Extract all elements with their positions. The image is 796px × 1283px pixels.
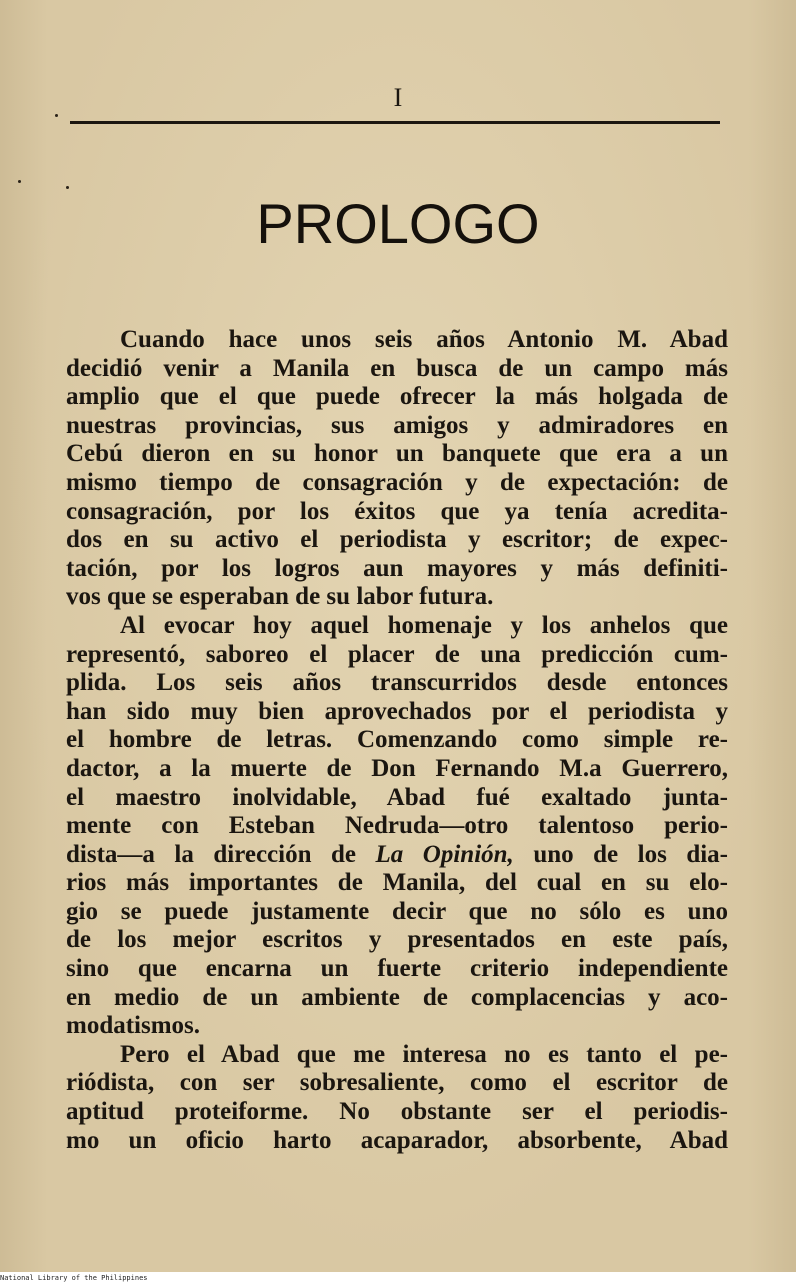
text-line: tación, por los logros aun mayores y más definiti-: [66, 554, 728, 582]
text-line: Pero el Abad que me interesa no es tanto el pe-: [120, 1040, 728, 1068]
text-line: el hombre de letras. Comenzando como simple re-: [66, 726, 728, 754]
text-line: mente con Esteban Nedruda—otro talentoso perio-: [66, 812, 728, 840]
text-line: riódista, con ser sobresaliente, como el escritor de: [66, 1069, 728, 1097]
text-line: Cuando hace unos seis años Antonio M. Abad: [120, 326, 728, 353]
text-line: mo un oficio harto acaparador, absorbente, Abad: [66, 1126, 728, 1154]
newspaper-title: La Opinión,: [375, 840, 514, 868]
chapter-title: PROLOGO: [256, 192, 540, 255]
text-line: dos en su activo el periodista y escritor; de expec-: [66, 526, 728, 554]
text-line: de los mejor escritos y presentados en este país,: [66, 926, 728, 954]
text-line: gio se puede justamente decir que no sólo es uno: [66, 897, 728, 925]
text-line: sino que encarna un fuerte criterio independiente: [66, 955, 728, 983]
text-line: mismo tiempo de consagración y de expectación: de: [66, 468, 728, 496]
text-line: amplio que el que puede ofrecer la más holgada de: [66, 383, 728, 411]
header-rule: [70, 121, 720, 124]
text-line: modatismos.: [66, 1012, 201, 1040]
text-line: representó, saboreo el placer de una predicción cum-: [66, 640, 728, 668]
text-line: consagración, por los éxitos que ya tenía acredita-: [66, 497, 728, 525]
text-line: han sido muy bien aprovechados por el periodista y: [66, 697, 728, 725]
text-line: Al evocar hoy aquel homenaje y los anhelos que: [120, 611, 728, 639]
text-line: Cebú dieron en su honor un banquete que era a un: [66, 440, 728, 468]
text-line: en medio de un ambiente de complacencias y aco-: [66, 983, 728, 1011]
text-line: dactor, a la muerte de Don Fernando M.a Guerrero,: [66, 754, 728, 782]
text-line-end: uno de los dia-: [513, 840, 728, 868]
text-line: aptitud proteiforme. No obstante ser el periodis-: [66, 1098, 728, 1126]
text-line: nuestras provincias, sus amigos y admiradores en: [66, 411, 728, 439]
text-line-with-italic: [66, 841, 728, 870]
footer-watermark: National Library of the Philippines: [0, 1274, 148, 1282]
ink-speck: [18, 180, 21, 183]
page-number: I: [393, 83, 403, 112]
text-line-start: dista—a la dirección de: [66, 840, 376, 868]
text-line: plida. Los seis años transcurridos desde entonces: [66, 669, 728, 697]
ink-speck: [55, 114, 58, 117]
text-line: el maestro inolvidable, Abad fué exaltado junta-: [66, 783, 728, 811]
text-line: vos que se esperaban de su labor futura.: [66, 583, 494, 611]
text-line: rios más importantes de Manila, del cual en su elo-: [66, 869, 728, 897]
text-line: decidió venir a Manila en busca de un campo más: [66, 354, 728, 382]
body-text: [66, 326, 728, 1155]
